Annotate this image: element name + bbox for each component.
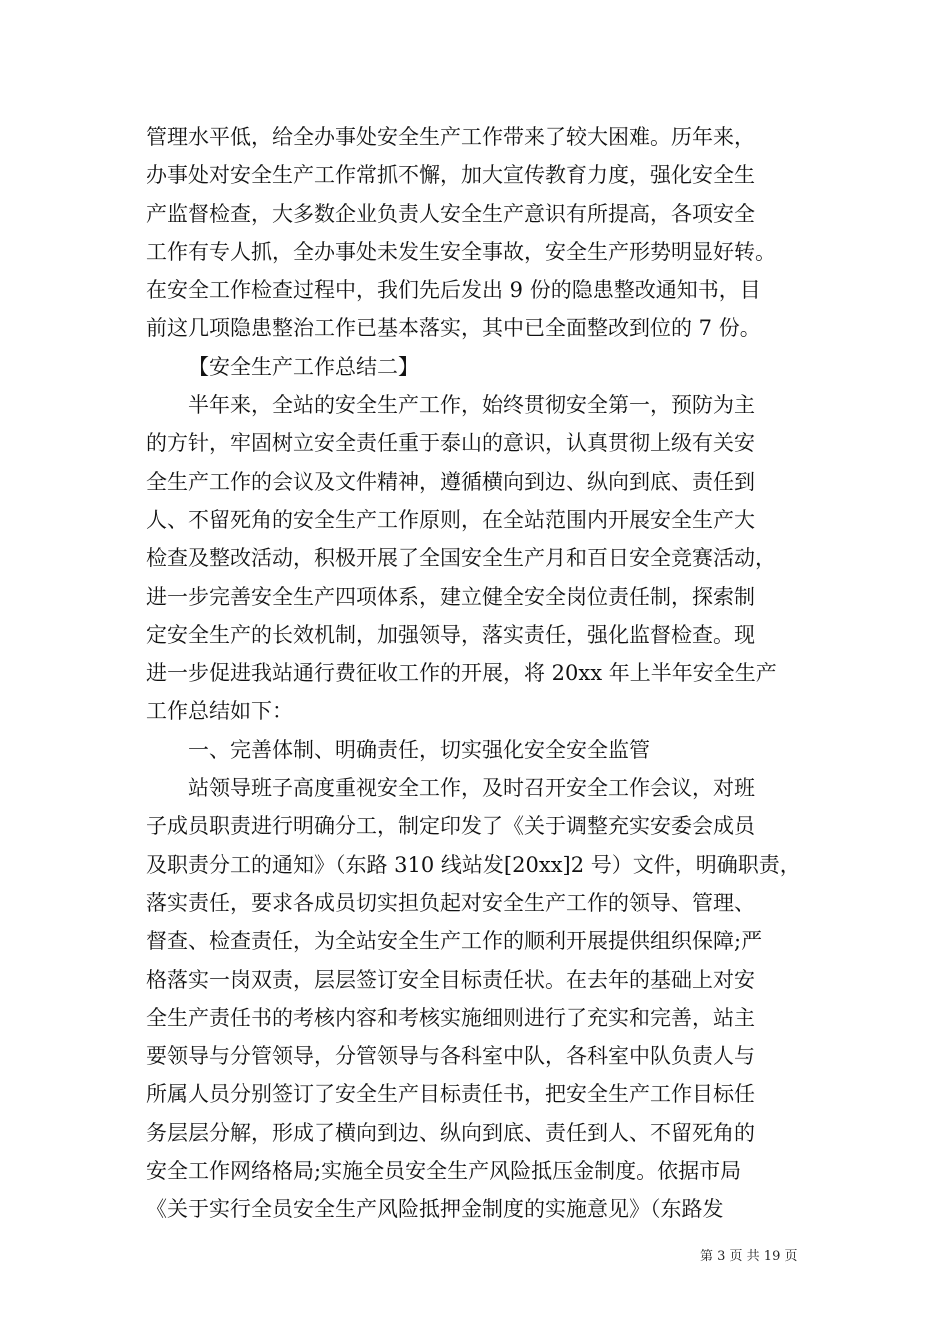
text-line: 全生产工作的会议及文件精神，遵循横向到边、纵向到底、责任到	[146, 469, 755, 494]
text-line: 安全工作网络格局;实施全员安全生产风险抵压金制度。依据市局	[146, 1159, 742, 1184]
text-line: 工作有专人抓，全办事处未发生安全事故，安全生产形势明显好转。	[146, 239, 776, 264]
text-line: 所属人员分别签订了安全生产目标责任书，把安全生产工作目标任	[146, 1082, 755, 1107]
document-body	[146, 118, 812, 1229]
text-line: 及职责分工的通知》（东路 310 线站发[20xx]2 号）文件，明确职责，	[146, 852, 801, 877]
text-line: 要领导与分管领导，分管领导与各科室中队，各科室中队负责人与	[146, 1044, 755, 1069]
text-line: 前这几项隐患整治工作已基本落实，其中已全面整改到位的 7 份。	[146, 316, 761, 341]
text-line: 工作总结如下：	[146, 699, 293, 724]
text-line: 办事处对安全生产工作常抓不懈，加大宣传教育力度，强化安全生	[146, 163, 755, 188]
text-line: 进一步完善安全生产四项体系，建立健全安全岗位责任制，探索制	[146, 584, 755, 609]
text-line: 务层层分解，形成了横向到边、纵向到底、责任到人、不留死角的	[146, 1120, 755, 1145]
text-line: 落实责任，要求各成员切实担负起对安全生产工作的领导、管理、	[146, 890, 755, 915]
text-line: 进一步促进我站通行费征收工作的开展，将 20xx 年上半年安全生产	[146, 661, 777, 686]
text-line: 产监督检查，大多数企业负责人安全生产意识有所提高，各项安全	[146, 201, 755, 226]
text-line: 督查、检查责任，为全站安全生产工作的顺利开展提供组织保障;严	[146, 929, 763, 954]
text-line: 管理水平低，给全办事处安全生产工作带来了较大困难。历年来，	[146, 125, 755, 149]
page-number: 第 3 页 共 19 页	[700, 1249, 798, 1264]
paragraph-first-line: 半年来，全站的安全生产工作，始终贯彻安全第一，预防为主	[188, 393, 755, 418]
text-line: 全生产责任书的考核内容和考核实施细则进行了充实和完善，站主	[146, 1005, 755, 1030]
subsection-heading: 一、完善体制、明确责任，切实强化安全安全监管	[188, 737, 650, 762]
text-line: 人、不留死角的安全生产工作原则，在全站范围内开展安全生产大	[146, 507, 755, 532]
text-line: 格落实一岗双责，层层签订安全目标责任状。在去年的基础上对安	[146, 967, 755, 992]
section-heading: 【安全生产工作总结二】	[188, 354, 419, 379]
paragraph-first-line: 站领导班子高度重视安全工作，及时召开安全工作会议，对班	[188, 776, 755, 801]
text-line: 定安全生产的长效机制，加强领导，落实责任，强化监督检查。现	[146, 622, 755, 647]
text-line: 的方针，牢固树立安全责任重于泰山的意识，认真贯彻上级有关安	[146, 431, 755, 456]
text-line: 子成员职责进行明确分工，制定印发了《关于调整充实安委会成员	[146, 814, 755, 839]
text-line: 在安全工作检查过程中，我们先后发出 9 份的隐患整改通知书，目	[146, 278, 761, 303]
text-line: 《关于实行全员安全生产风险抵押金制度的实施意见》（东路发	[146, 1197, 724, 1222]
text-line: 检查及整改活动，积极开展了全国安全生产月和百日安全竞赛活动，	[146, 546, 776, 571]
